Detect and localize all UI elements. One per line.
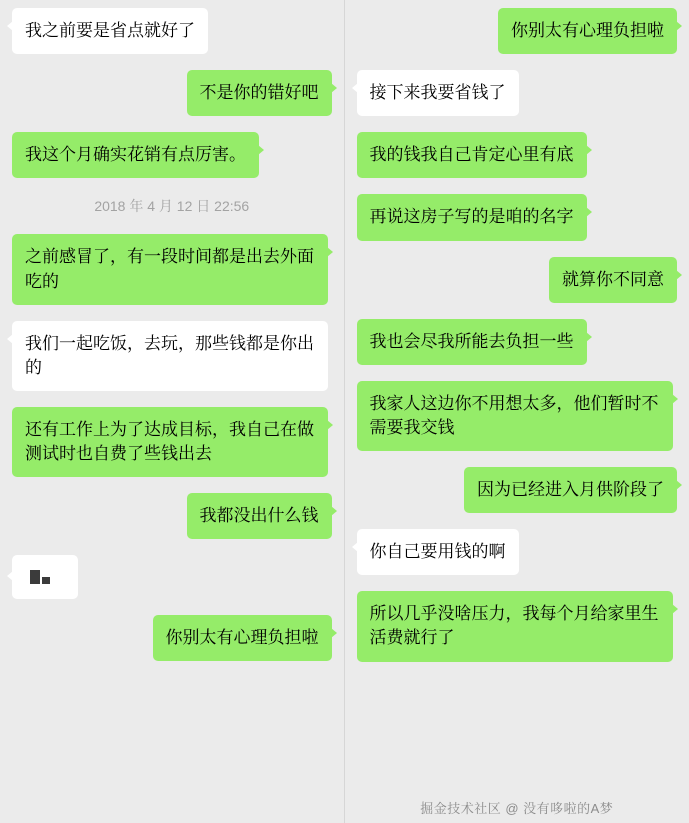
- message-row: [0, 8, 344, 54]
- chat-bubble-outgoing[interactable]: 因为已经进入月供阶段了: [464, 467, 677, 513]
- chat-bubble-outgoing[interactable]: 再说这房子写的是咱的名字: [357, 194, 587, 240]
- chat-bubble-outgoing[interactable]: 我也会尽我所能去负担一些: [357, 319, 587, 365]
- chat-bubble-outgoing[interactable]: 之前感冒了，有一段时间都是出去外面吃的: [12, 234, 328, 304]
- message-row: [345, 467, 689, 513]
- chat-bubble-outgoing[interactable]: 我的钱我自己肯定心里有底: [357, 132, 587, 178]
- chat-bubble-outgoing[interactable]: 我都没出什么钱: [187, 493, 332, 539]
- message-row: [0, 493, 344, 539]
- chat-bubble-outgoing[interactable]: 所以几乎没啥压力，我每个月给家里生活费就行了: [357, 591, 673, 661]
- chat-bubble-outgoing[interactable]: 就算你不同意: [549, 257, 677, 303]
- chat-pane-right: [345, 0, 689, 823]
- message-row: [345, 529, 689, 575]
- sticker-glyph-icon: [30, 568, 60, 586]
- message-row: [0, 132, 344, 178]
- message-row: [345, 70, 689, 116]
- message-row: [345, 194, 689, 240]
- message-row: [0, 234, 344, 304]
- message-row: [0, 615, 344, 661]
- chat-bubble-outgoing[interactable]: 你别太有心理负担啦: [153, 615, 332, 661]
- message-row-timestamp: [0, 194, 344, 218]
- chat-bubble-sticker[interactable]: [12, 555, 78, 599]
- chat-bubble-incoming[interactable]: 我们一起吃饭，去玩，那些钱都是你出的: [12, 321, 328, 391]
- message-row: [345, 381, 689, 451]
- message-row: [0, 555, 344, 599]
- chat-bubble-incoming[interactable]: 接下来我要省钱了: [357, 70, 519, 116]
- watermark-label: 掘金技术社区 @ 没有哆啦的A梦: [420, 801, 614, 816]
- chat-bubble-incoming[interactable]: 你自己要用钱的啊: [357, 529, 519, 575]
- message-row: [0, 407, 344, 477]
- chat-bubble-outgoing[interactable]: 还有工作上为了达成目标，我自己在做测试时也自费了些钱出去: [12, 407, 328, 477]
- message-row: [0, 70, 344, 116]
- message-row: [345, 591, 689, 661]
- chat-bubble-outgoing[interactable]: 我这个月确实花销有点厉害。: [12, 132, 259, 178]
- chat-bubble-outgoing[interactable]: 不是你的错好吧: [187, 70, 332, 116]
- chat-bubble-outgoing[interactable]: 你别太有心理负担啦: [498, 8, 677, 54]
- message-row: [345, 8, 689, 54]
- chat-bubble-outgoing[interactable]: 我家人这边你不用想太多，他们暂时不需要我交钱: [357, 381, 673, 451]
- message-row: [345, 257, 689, 303]
- timestamp-label: 2018 年 4 月 12 日 22:56: [94, 198, 250, 215]
- chat-bubble-incoming[interactable]: 我之前要是省点就好了: [12, 8, 208, 54]
- message-row: [345, 132, 689, 178]
- message-row: [345, 319, 689, 365]
- message-row: [0, 321, 344, 391]
